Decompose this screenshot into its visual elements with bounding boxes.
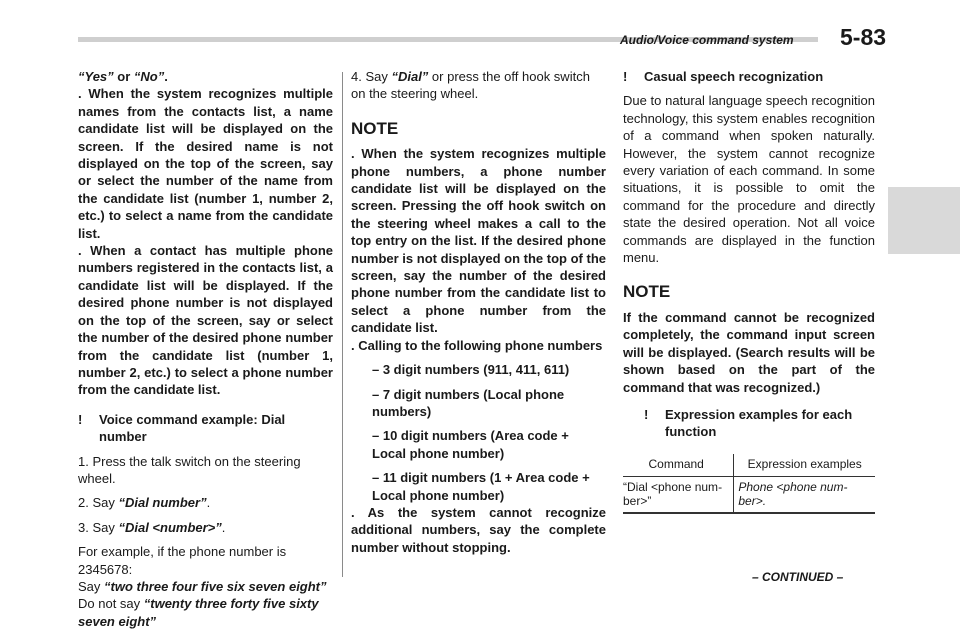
or-text: or	[113, 69, 134, 84]
yes-no-line	[78, 68, 333, 85]
step-1: 1. Press the talk switch on the steering wheel.	[78, 453, 301, 486]
yes-command: “Yes”	[78, 69, 114, 84]
bullet-text: As the system cannot recognize additional numbers, say the complete number without stopping.	[351, 504, 607, 555]
bullet-text: When a contact has multiple phone numbers registered in the contacts list, a candidate list will be displayed. If the desired phone number is not displayed on the top of the screen, say or select the number of the desired phone number from the candidate list (number 1, number 2, etc.) to select a phone number from the candidate list.	[78, 243, 333, 398]
say-line	[78, 578, 333, 595]
column-2	[351, 68, 606, 556]
donot-command: “twenty three forty five sixty seven eight”	[78, 596, 319, 629]
step-2-prefix: 2. Say	[78, 495, 119, 511]
step-2-command: “Dial number”	[118, 495, 207, 511]
step-4-prefix: 4. Say	[351, 69, 392, 84]
table-header-command: Command	[623, 454, 734, 477]
note-bullet-2	[351, 337, 606, 354]
dash-item-3: – 10 digit numbers (Area code + Local phone number)	[372, 428, 569, 461]
bullet-mark: .	[78, 243, 91, 259]
step-4-command: “Dial”	[391, 69, 429, 84]
step-4-suffix: or press the off hook switch on the steering wheel.	[351, 69, 590, 102]
bullet-text: Calling to the following phone numbers	[358, 337, 603, 353]
casual-speech-heading-text: Casual speech recognization	[644, 69, 824, 84]
casual-speech-paragraph: Due to natural language speech recognition technology, this system enables recognition of a command when spoken naturally. However, the system cannot recognize every variation of each command. In some situations, it is possible to omit the command for the procedure and directly state the desired operation. Not all voice commands are displayed in the function menu.	[623, 93, 875, 266]
bullet-names	[78, 85, 333, 242]
table-header-row	[623, 454, 875, 477]
step-4	[351, 68, 606, 103]
expression-heading	[623, 406, 875, 441]
expression-table	[623, 454, 875, 514]
example-text: For example, if the phone number is 2345678:	[78, 544, 287, 577]
bullet-mark: .	[351, 504, 368, 520]
continued-label: – CONTINUED –	[752, 570, 844, 584]
bullet-phone-numbers	[78, 242, 333, 399]
note-text: If the command cannot be recognized completely, the command input screen will be displayed. (Search results will be shown based on the part of the command that was recognized.)	[623, 309, 875, 395]
column-divider	[342, 72, 343, 577]
table-cell-command: “Dial <phone number>”	[623, 476, 734, 513]
step-3-prefix: 3. Say	[78, 519, 119, 535]
column-1	[78, 68, 333, 630]
note-heading: NOTE	[351, 118, 399, 138]
triangle-icon: !	[644, 406, 649, 422]
step-2-suffix: .	[206, 495, 211, 511]
step-3-suffix: .	[221, 519, 226, 535]
bullet-text: When the system recognizes multiple phone numbers, a phone number candidate list will be displayed on the screen. Pressing the off hook switch on the steering wheel makes a call to the top entry on the list. If the desired phone number is not displayed on the top of the screen, say the number of the desired phone number from the candidate list to select a phone number from the candidate list.	[351, 146, 606, 336]
table-cell-expression: Phone <phone number>.	[734, 476, 875, 513]
column-3	[623, 68, 875, 514]
step-2	[78, 494, 333, 511]
bullet-mark: .	[351, 146, 362, 162]
bullet-text: When the system recognizes multiple names from the contacts list, a name candidate list will be displayed on the screen. If the desired name is not displayed on the top of the screen, say or select the number of the name from the candidate list (number 1, number 2, etc.) to select a name from the candidate list.	[78, 86, 333, 241]
chapter-tab	[888, 187, 960, 254]
page-number: 5-83	[840, 24, 887, 50]
casual-speech-heading	[623, 68, 875, 85]
dash-item-1: – 3 digit numbers (911, 411, 611)	[372, 362, 570, 378]
table-row	[623, 476, 875, 513]
bullet-mark: .	[351, 337, 359, 353]
triangle-icon: !	[623, 69, 628, 84]
say-command: “two three four five six seven eight”	[104, 578, 327, 594]
section-title: Audio/Voice command system	[620, 33, 794, 47]
triangle-icon: !	[78, 411, 83, 427]
bullet-mark: .	[78, 86, 89, 102]
step-3-command: “Dial <number>”	[118, 519, 222, 535]
donot-prefix: Do not say	[78, 596, 144, 612]
donot-line	[78, 595, 333, 630]
no-command: “No”	[133, 69, 165, 84]
note-heading: NOTE	[623, 282, 671, 302]
period: .	[164, 69, 168, 84]
example-heading-text: Voice command example: Dial number	[99, 411, 286, 445]
note-bullet-1	[351, 145, 606, 336]
dash-item-2: – 7 digit numbers (Local phone numbers)	[372, 386, 565, 419]
say-prefix: Say	[78, 578, 105, 594]
table-header-expression: Expression examples	[734, 454, 875, 477]
example-heading	[78, 411, 333, 446]
step-3	[78, 519, 333, 536]
expression-heading-text: Expression examples for each function	[665, 406, 853, 440]
dash-item-4: – 11 digit numbers (1 + Area code + Local phone number)	[372, 470, 590, 503]
note-bullet-3	[351, 504, 606, 556]
